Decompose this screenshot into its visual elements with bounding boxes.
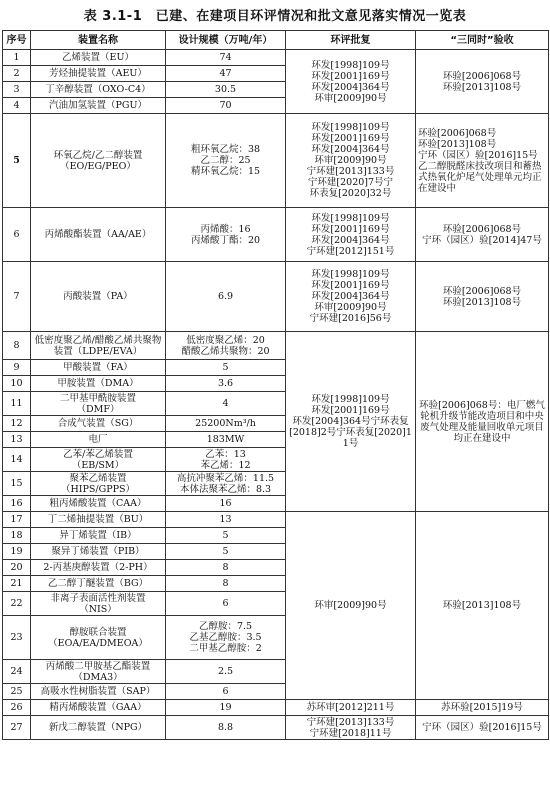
design-scale: 6 [166,592,286,616]
header-no: 序号 [3,31,31,50]
acceptance: 环验[2006]068号 环验[2013]108号 [416,50,549,114]
row-number: 7 [3,262,31,332]
row-number: 19 [3,544,31,560]
acceptance: 环验[2013]108号 [416,512,549,700]
device-name: 新戊二醇装置（NPG） [31,716,166,740]
table-row [3,512,549,528]
table-title: 表 3.1-1 已建、在建项目环评情况和批文意见落实情况一览表 [83,9,467,24]
design-scale: 低密度聚乙烯：20 醋酸乙烯共聚物：20 [166,332,286,360]
table-row [3,208,549,262]
device-name: 环氧乙烷/乙二醇装置 （EO/EG/PEO） [31,114,166,208]
table-row [3,332,549,360]
row-number: 24 [3,660,31,684]
design-scale: 4 [166,392,286,416]
device-name: 乙苯/苯乙烯装置 （EB/SM） [31,448,166,472]
row-number: 5 [3,114,31,208]
row-number: 9 [3,360,31,376]
eia-approval: 环发[1998]109号 环发[2001]169号 环发[2004]364号宁环表复[2018]2号宁环表复[2020]11号 [286,332,416,512]
row-number: 25 [3,684,31,700]
design-scale: 丙烯酸：16 丙烯酸丁酯：20 [166,208,286,262]
device-name: 甲胺装置（DMA） [31,376,166,392]
header-eia: 环评批复 [286,31,416,50]
row-number: 4 [3,98,31,114]
row-number: 21 [3,576,31,592]
design-scale: 3.6 [166,376,286,392]
design-scale: 乙醇胺：7.5 乙基乙醇胺：3.5 二甲基乙醇胺：2 [166,616,286,660]
table-row [3,716,549,740]
device-name: 电厂 [31,432,166,448]
design-scale: 13 [166,512,286,528]
design-scale: 70 [166,98,286,114]
row-number: 12 [3,416,31,432]
device-name: 高吸水性树脂装置（SAP） [31,684,166,700]
device-name: 醇胺联合装置 （EOA/EA/DMEOA） [31,616,166,660]
acceptance: 宁环（园区）验[2016]15号 [416,716,549,740]
design-scale: 6 [166,684,286,700]
row-number: 17 [3,512,31,528]
row-number: 6 [3,208,31,262]
table-row [3,50,549,66]
design-scale: 19 [166,700,286,716]
row-number: 3 [3,82,31,98]
device-name: 丁二烯抽提装置（BU） [31,512,166,528]
device-name: 聚苯乙烯装置 （HIPS/GPPS） [31,472,166,496]
row-number: 26 [3,700,31,716]
device-name: 聚异丁烯装置（PIB） [31,544,166,560]
device-name: 二甲基甲酰胺装置 （DMF） [31,392,166,416]
design-scale: 47 [166,66,286,82]
row-number: 1 [3,50,31,66]
row-number: 14 [3,448,31,472]
header-name: 装置名称 [31,31,166,50]
design-scale: 8.8 [166,716,286,740]
design-scale: 8 [166,576,286,592]
design-scale: 高抗冲聚苯乙烯：11.5 本体法聚苯乙烯：8.3 [166,472,286,496]
design-scale: 粗环氧乙烷：38 乙二醇：25 精环氧乙烷：15 [166,114,286,208]
device-name: 低密度聚乙烯/醋酸乙烯共聚物装置（LDPE/EVA） [31,332,166,360]
device-name: 精丙烯酸装置（GAA） [31,700,166,716]
device-name: 汽油加氢装置（PGU） [31,98,166,114]
row-number: 10 [3,376,31,392]
row-number: 15 [3,472,31,496]
design-scale: 25200Nm³/h [166,416,286,432]
eia-approval: 苏环审[2012]211号 [286,700,416,716]
design-scale: 乙苯：13 苯乙烯：12 [166,448,286,472]
eia-approval: 环发[1998]109号 环发[2001]169号 环发[2004]364号 环审[2009]90号 宁环建[2016]56号 [286,262,416,332]
device-name: 丙酸装置（PA） [31,262,166,332]
design-scale: 16 [166,496,286,512]
device-name: 粗丙烯酸装置（CAA） [31,496,166,512]
eia-approval: 环发[1998]109号 环发[2001]169号 环发[2004]364号 环审[2009]90号 宁环建[2013]133号 宁环建[2020]7号宁 环表复[2020]32号 [286,114,416,208]
row-number: 18 [3,528,31,544]
eia-approval: 环审[2009]90号 [286,512,416,700]
design-scale: 30.5 [166,82,286,98]
table-row [3,700,549,716]
device-name: 甲酸装置（FA） [31,360,166,376]
row-number: 11 [3,392,31,416]
row-number: 8 [3,332,31,360]
eia-approval: 宁环建[2013]133号 宁环建[2018]11号 [286,716,416,740]
device-name: 乙烯装置（EU） [31,50,166,66]
acceptance: 环验[2006]068号：电厂燃气轮机升级节能改造项目和中央废气处理及能量回收单元项目均正在建设中 [416,332,549,512]
device-name: 非离子表面活性剂装置 （NIS） [31,592,166,616]
design-scale: 2.5 [166,660,286,684]
design-scale: 5 [166,528,286,544]
header-acceptance: “三同时”验收 [416,31,549,50]
device-name: 乙二醇丁醚装置（BG） [31,576,166,592]
device-name: 异丁烯装置（IB） [31,528,166,544]
acceptance: 环验[2006]068号 环验[2013]108号 宁环（园区）验[2016]15号 乙二醇脱醛床技改项目和蓄热式热氧化炉尾气处理单元均正在建设中 [416,114,549,208]
design-scale: 183MW [166,432,286,448]
design-scale: 74 [166,50,286,66]
header-scale: 设计规模（万吨/年） [166,31,286,50]
acceptance: 苏环验[2015]19号 [416,700,549,716]
design-scale: 8 [166,560,286,576]
row-number: 2 [3,66,31,82]
row-number: 16 [3,496,31,512]
design-scale: 6.9 [166,262,286,332]
device-name: 芳烃抽提装置（AEU） [31,66,166,82]
row-number: 27 [3,716,31,740]
device-name: 合成气装置（SG） [31,416,166,432]
eia-approval: 环发[1998]109号 环发[2001]169号 环发[2004]364号 环审[2009]90号 [286,50,416,114]
row-number: 22 [3,592,31,616]
table-header [3,31,549,50]
device-name: 丙烯酸二甲胺基乙酯装置 （DMA3） [31,660,166,684]
table-row [3,114,549,208]
design-scale: 5 [166,544,286,560]
acceptance: 环验[2006]068号 宁环（园区）验[2014]47号 [416,208,549,262]
row-number: 23 [3,616,31,660]
eia-approval: 环发[1998]109号 环发[2001]169号 环发[2004]364号 宁环建[2012]151号 [286,208,416,262]
device-name: 丁辛醇装置（OXO-C4） [31,82,166,98]
acceptance: 环验[2006]068号 环验[2013]108号 [416,262,549,332]
row-number: 20 [3,560,31,576]
eia-table [2,30,549,740]
device-name: 丙烯酸酯装置（AA/AE） [31,208,166,262]
row-number: 13 [3,432,31,448]
design-scale: 5 [166,360,286,376]
device-name: 2-丙基庚醇装置（2-PH） [31,560,166,576]
table-row [3,262,549,332]
